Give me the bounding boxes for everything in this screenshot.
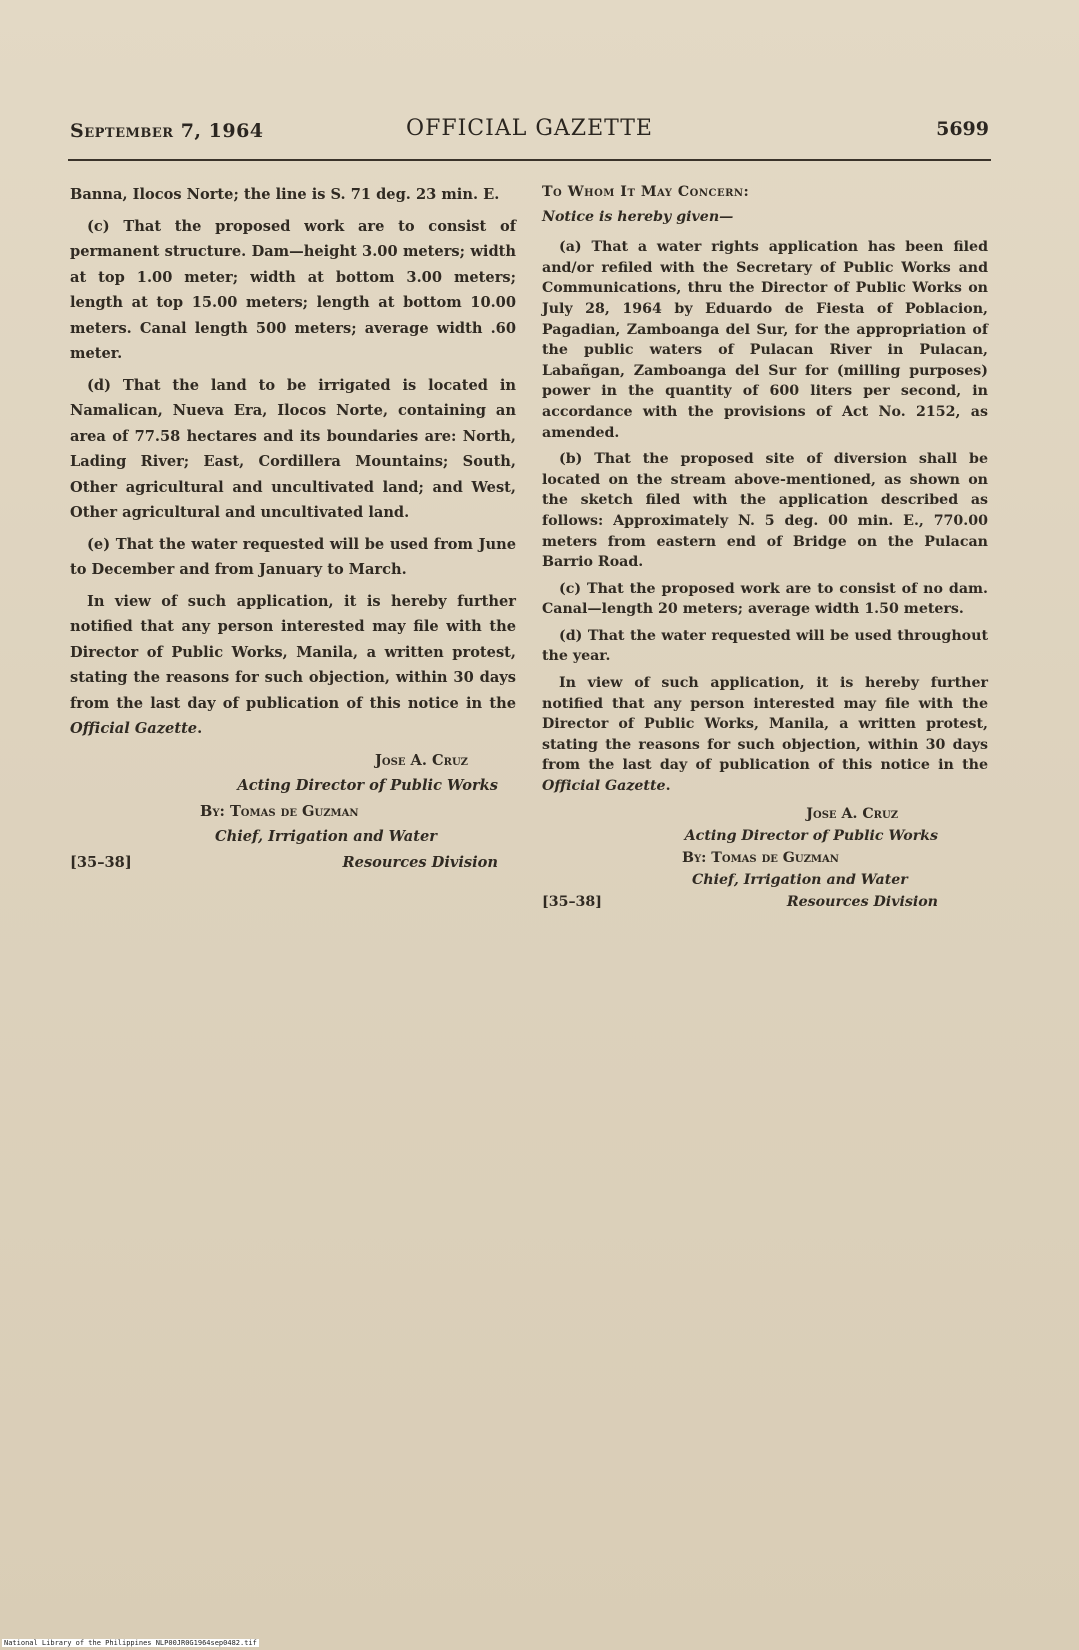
issue-date: September 7, 1964 [70,120,264,142]
gazette-reference: Official Gazette [542,778,666,795]
header-rule [68,159,991,161]
signature-block [70,748,516,874]
signatory-role: Acting Director of Public Works [237,777,498,794]
paragraph-location: Banna, Ilocos Norte; the line is S. 71 deg. 23 min. E. [70,186,500,203]
paragraph-b: (b) That the proposed site of diversion shall be located on the stream above-mentioned, as shown on the sketch filed with the application described as follows: Approximately N. 5 deg. 00 min. E., 770.00 meters from eastern end of Bridge on the Pulacan Barrio Road. [542,451,988,571]
paragraph-protest [70,589,516,742]
signatory-name: Jose A. Cruz [806,805,898,822]
left-column [70,182,516,874]
salutation: To Whom It May Concern: [542,184,750,200]
signatory-role: Acting Director of Public Works [684,827,938,844]
page-header [70,116,989,150]
page-number: 5699 [936,118,989,140]
paragraph-c: (c) That the proposed work are to consist of no dam. Canal—length 20 meters; average width 1.50 meters. [542,580,988,618]
right-column [542,182,988,915]
publication-title: OFFICIAL GAZETTE [406,116,653,141]
division-name: Resources Division [342,853,498,871]
paragraph-d: (d) That the land to be irrigated is located in Namalican, Nueva Era, Ilocos Norte, containing an area of 77.58 hectares and its boundaries are: North, Lading River; East, Cordillera Mountains; South, Other agricultural and uncultivated land; and West, Other agricultural and uncultivated land. [70,376,516,521]
signed-by: By: Tomas de Guzman [200,802,359,820]
paragraph-c: (c) That the proposed work are to consist of permanent structure. Dam—height 3.00 meters; width at top 1.00 meter; width at bottom 3.00 meters; length at top 15.00 meters; length at bottom 10.00 meters. Canal length 500 meters; average width .60 meter. [70,217,516,362]
signer-title: Chief, Irrigation and Water [692,871,908,888]
signed-by: By: Tomas de Guzman [682,849,839,866]
protest-text: In view of such application, it is hereby further notified that any person interested may file with the Director of Public Works, Manila, a written protest, stating the reasons for such objection, within 30 days from the last day of publication of this notice in the [542,675,988,774]
division-name: Resources Division [786,893,938,910]
protest-period: . [665,778,671,795]
paragraph-protest [542,673,988,797]
paragraph-e: (e) That the water requested will be used from June to December and from January to March. [70,535,516,578]
issue-reference: [35–38] [542,893,603,910]
protest-text: In view of such application, it is hereby further notified that any person interested may file with the Director of Public Works, Manila, a written protest, stating the reasons for such objection, within 30 days from the last day of publication of this notice in the [70,592,516,712]
signatory-name: Jose A. Cruz [375,751,468,769]
scan-footer: National Library of the Philippines NLP00JR0G1964sep0482.tif [4,1639,257,1647]
paragraph-d: (d) That the water requested will be used throughout the year. [542,627,988,665]
issue-reference: [35–38] [70,853,132,871]
signer-title: Chief, Irrigation and Water [215,828,437,845]
paragraph-a: (a) That a water rights application has been filed and/or refiled with the Secretary of Public Works and Communications, thru the Director of Public Works on July 28, 1964 by Eduardo de Fiesta of Poblacion, Pagadian, Zamboanga del Sur, for the appropriation of the public waters of Pulacan River in Pulacan, Labañgan, Zamboanga del Sur for (milling purposes) power in the quantity of 600 liters per second, in accordance with the provisions of Act No. 2152, as amended. [542,239,988,441]
notice-heading: Notice is hereby given— [542,208,734,225]
protest-period: . [197,720,203,737]
gazette-reference: Official Gazette [70,720,198,737]
signature-block [542,803,988,915]
